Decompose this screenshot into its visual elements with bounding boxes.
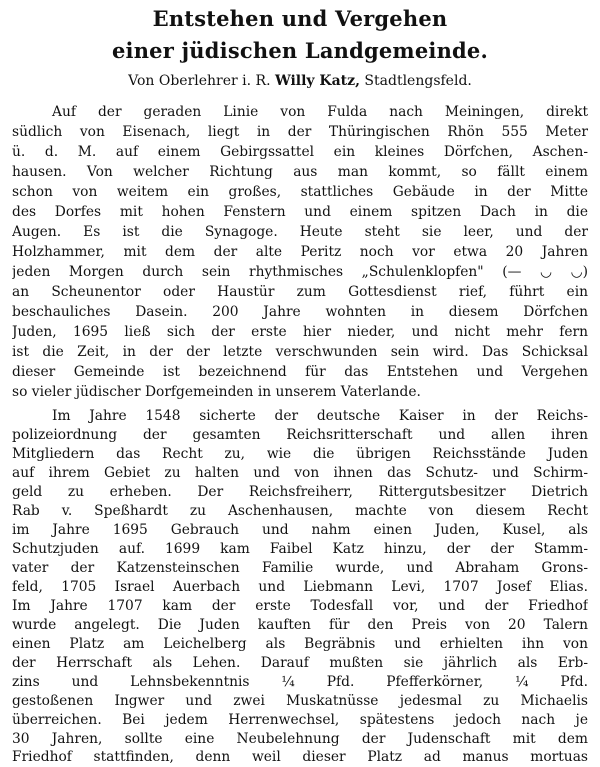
paragraph-2-line: feld, 1705 Israel Auerbach und Liebmann Levi, 1707 Josef Elias. — [12, 579, 588, 595]
paragraph-2-line: zins und Lehnsbekenntnis ¼ Pfd. Pfefferkörner, ¼ Pfd. — [12, 674, 588, 690]
article-title-line-1: Entstehen und Vergehen — [152, 6, 448, 31]
paragraph-1-line: Augen. Es ist die Synagoge. Heute steht sie leer, und der — [12, 224, 588, 240]
paragraph-1-line: des Dorfes mit hohen Fenstern und einem spitzen Dach in die — [12, 204, 588, 220]
paragraph-1-line: an Scheunentor oder Haustür zum Gottesdienst rief, führt ein — [12, 284, 588, 300]
paragraph-1-line: jeden Morgen durch sein rhythmisches „Schulenklopfen" (— ◡ ◡) — [12, 264, 588, 280]
paragraph-1-line: südlich von Eisenach, liegt in der Thüringischen Rhön 555 Meter — [12, 124, 588, 140]
paragraph-1-line: Juden, 1695 ließ sich der erste hier nieder, und nicht mehr fern — [12, 324, 588, 340]
paragraph-1-line: Holzhammer, mit dem der alte Peritz noch vor etwa 20 Jahren — [12, 244, 588, 260]
paragraph-2-line: geld zu erheben. Der Reichsfreiherr, Rittergutsbesitzer Dietrich — [12, 484, 588, 500]
paragraph-2-line: einen Platz am Leichelberg als Begräbnis und erhielten ihn von — [12, 636, 588, 652]
paragraph-2-line: Friedhof stattfinden, denn weil dieser Platz ad manus mortuas — [12, 749, 588, 765]
paragraph-2-line: 30 Jahren, sollte eine Neubelehnung der Judenschaft mit dem — [12, 731, 588, 747]
paragraph-2-line: wurde angelegt. Die Juden kauften für den Preis von 20 Talern — [12, 617, 588, 633]
paragraph-2-line: Im Jahre 1707 kam der erste Todesfall vor, und der Friedhof — [12, 598, 588, 614]
paragraph-2-line: auf ihrem Gebiet zu halten und von ihnen das Schutz- und Schirm- — [12, 465, 588, 481]
byline-place: Stadtlengsfeld. — [364, 73, 472, 89]
paragraph-1-line: schon von weitem ein großes, stattliches Gebäude in der Mitte — [12, 184, 588, 200]
paragraph-2-line: Rab v. Speßhardt zu Aschenhausen, machte von diesem Recht — [12, 503, 588, 519]
paragraph-2-line: Im Jahre 1548 sicherte der deutsche Kaiser in der Reichs- — [52, 408, 588, 424]
paragraph-1-line: hausen. Von welcher Richtung aus man kommt, so fällt einem — [12, 164, 588, 180]
article-byline — [0, 73, 600, 89]
paragraph-1-line: beschauliches Dasein. 200 Jahre wohnten in diesem Dörfchen — [12, 304, 588, 320]
paragraph-1-line: ü. d. M. auf einem Gebirgssattel ein kleines Dörfchen, Aschen- — [12, 144, 588, 160]
paragraph-2-line: der Herrschaft als Lehen. Darauf mußten sie jährlich als Erb- — [12, 655, 588, 671]
paragraph-2-line: gestoßenen Ingwer und zwei Muskatnüsse jedesmal zu Michaelis — [12, 693, 588, 709]
paragraph-2-line: vater der Katzensteinschen Familie wurde, und Abraham Grons- — [12, 560, 588, 576]
byline-author: Willy Katz, — [274, 73, 360, 89]
byline-prefix: Von Oberlehrer i. R. — [128, 73, 271, 89]
paragraph-1-line: so vieler jüdischer Dorfgemeinden in unserem Vaterlande. — [12, 384, 421, 400]
paragraph-2-line: im Jahre 1695 Gebrauch und nahm einen Juden, Kusel, als — [12, 522, 588, 538]
paragraph-2-line: überreichen. Bei jedem Herrenwechsel, spätestens jedoch nach je — [12, 712, 588, 728]
paragraph-1-line: Auf der geraden Linie von Fulda nach Meiningen, direkt — [52, 104, 588, 120]
paragraph-1-line: dieser Gemeinde ist bezeichnend für das Entstehen und Vergehen — [12, 364, 588, 380]
article-title-line-2: einer jüdischen Landgemeinde. — [111, 38, 489, 63]
paragraph-2-line: polizeiordnung der gesamten Reichsritterschaft und allen ihren — [12, 427, 588, 443]
paragraph-2-line: Mitgliedern das Recht zu, wie die übrigen Reichsstände Juden — [12, 446, 588, 462]
paragraph-1-line: ist die Zeit, in der der letzte verschwunden sein wird. Das Schicksal — [12, 344, 588, 360]
paragraph-2-line: Schutzjuden auf. 1699 kam Faibel Katz hinzu, der der Stamm- — [12, 541, 588, 557]
